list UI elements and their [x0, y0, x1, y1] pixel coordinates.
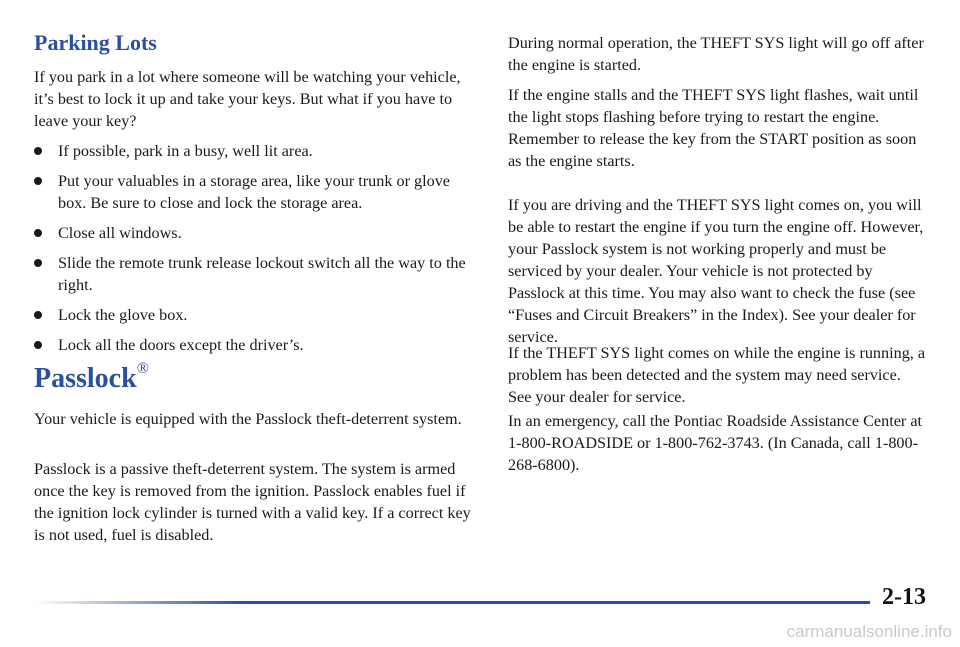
list-item: Close all windows. [34, 222, 474, 244]
bullet-icon [34, 341, 42, 349]
light-running-paragraph: If the THEFT SYS light comes on while the engine is running, a problem has been detected and the system may need service. See your dealer for service. [508, 344, 926, 406]
driving-light-paragraph: If you are driving and the THEFT SYS light comes on, you will be able to restart the engine if you turn the engine off. However, your Passlock system is not working properly and must be serviced by your dealer. Your vehicle is not protected by Passlock at this time. You may also want to check the fuse (see “Fuses and Circuit Breakers” in the Index). See your dealer for service. [508, 196, 924, 346]
list-item: Slide the remote trunk release lockout switch all the way to the right. [34, 252, 474, 296]
page-number: 2-13 [882, 584, 926, 610]
watermark: carmanualsonline.info [786, 622, 952, 641]
list-item: If possible, park in a busy, well lit area. [34, 140, 474, 162]
passlock-heading: Passlock® [34, 360, 149, 394]
parking-bullet-list [34, 140, 474, 356]
bullet-icon [34, 229, 42, 237]
parking-lots-heading: Parking Lots [34, 30, 157, 55]
bullet-icon [34, 177, 42, 185]
engine-stalls-paragraph: If the engine stalls and the THEFT SYS light flashes, wait until the light stops flashing before trying to restart the engine. Remember to release the key from the START position as soon as the engine starts. [508, 86, 919, 170]
list-item: Put your valuables in a storage area, like your trunk or glove box. Be sure to close and lock the storage area. [34, 170, 474, 214]
passlock-intro: Your vehicle is equipped with the Passlock theft-deterrent system. [34, 410, 462, 428]
emergency-paragraph: In an emergency, call the Pontiac Roadside Assistance Center at 1-800-ROADSIDE or 1-800-762-3743. (In Canada, call 1-800-268-6800). [508, 412, 922, 474]
bullet-icon [34, 147, 42, 155]
passlock-description: Passlock is a passive theft-deterrent system. The system is armed once the key is removed from the ignition. Passlock enables fuel if the ignition lock cylinder is turned with a valid key. If a correct key is not used, fuel is disabled. [34, 460, 471, 544]
list-item: Lock the glove box. [34, 304, 474, 326]
list-item: Lock all the doors except the driver’s. [34, 334, 474, 356]
bullet-icon [34, 311, 42, 319]
registered-mark: ® [136, 360, 149, 377]
parking-intro: If you park in a lot where someone will be watching your vehicle, it’s best to lock it up and take your keys. But what if you have to leave your key? [34, 68, 461, 130]
footer-rule [34, 601, 870, 604]
normal-operation-paragraph: During normal operation, the THEFT SYS light will go off after the engine is started. [508, 34, 924, 74]
bullet-icon [34, 259, 42, 267]
